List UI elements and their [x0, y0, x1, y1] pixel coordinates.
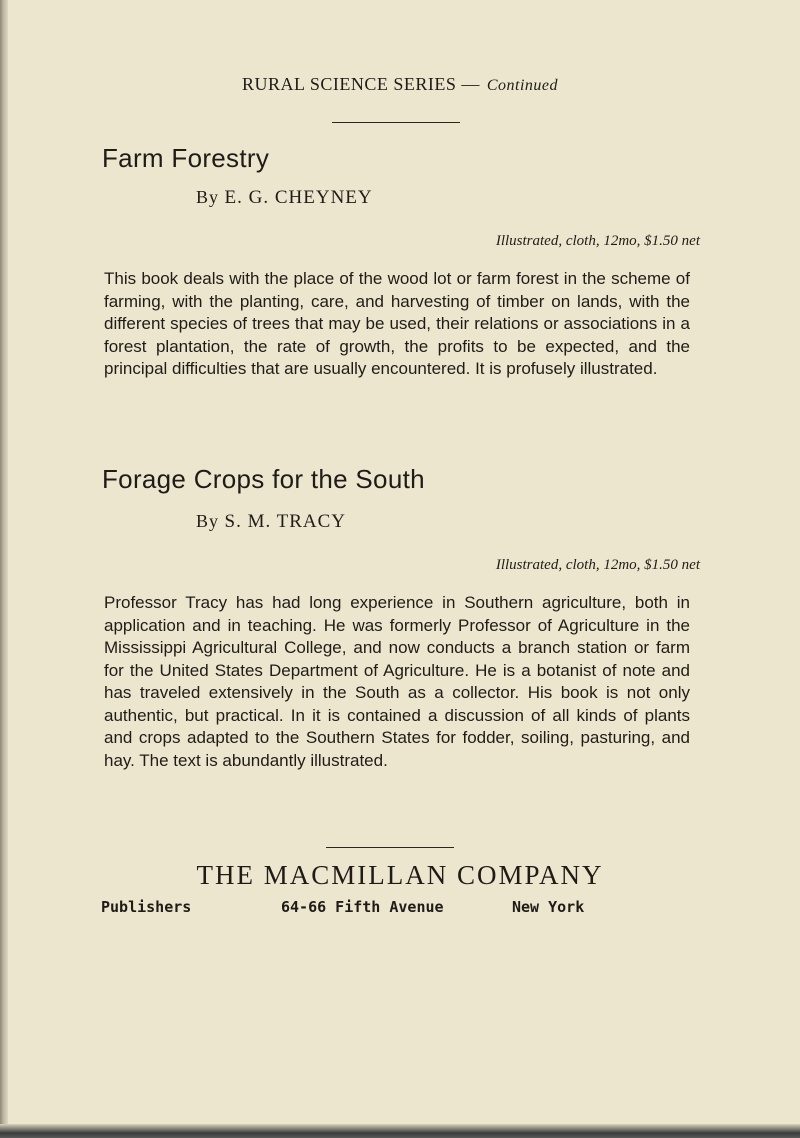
page-bottom-edge	[0, 1124, 800, 1138]
book-title: Farm Forestry	[102, 143, 270, 173]
author-name: E. G. CHEYNEY	[224, 187, 373, 208]
byline	[196, 511, 346, 533]
top-divider	[332, 122, 460, 123]
series-header	[0, 74, 800, 95]
book-title: Forage Crops for the South	[102, 464, 425, 494]
publisher-name: THE MACMILLAN COMPANY	[196, 860, 604, 890]
publisher-role: Publishers	[101, 898, 192, 916]
edition-info: Illustrated, cloth, 12mo, $1.50 net	[495, 557, 700, 573]
publisher-city: New York	[512, 898, 585, 916]
byline-by: By	[196, 187, 220, 207]
byline	[196, 187, 373, 209]
byline-by: By	[196, 511, 220, 531]
author-name: S. M. TRACY	[224, 511, 347, 532]
book-description: This book deals with the place of the wood lot or farm forest in the scheme of farming, with the planting, care, and harvesting of timber on lands, with the different species of trees that may be used, their relations or associations in a forest plantation, the rate of growth, the profits to be expected, and the principal difficulties that are usually encountered. It is profusely illustrated.	[104, 269, 690, 378]
bottom-divider	[326, 847, 454, 848]
publisher-address: 64-66 Fifth Avenue	[281, 898, 444, 916]
series-continued: Continued	[486, 77, 559, 94]
book-description: Professor Tracy has had long experience in Southern agriculture, both in application and in teaching. He was formerly Professor of Agriculture in the Mississippi Agricultural College, and now conducts a branch station or farm for the United States Department of Agriculture. He is a botanist of note and has traveled extensively in the South as a collector. His book is not only authentic, but practical. In it is contained a discussion of all kinds of plants and crops adapted to the Southern States for fodder, soiling, pasturing, and hay. The text is abundantly illustrated.	[104, 593, 690, 770]
series-title: RURAL SCIENCE SERIES —	[241, 74, 485, 94]
edition-info: Illustrated, cloth, 12mo, $1.50 net	[495, 233, 700, 249]
